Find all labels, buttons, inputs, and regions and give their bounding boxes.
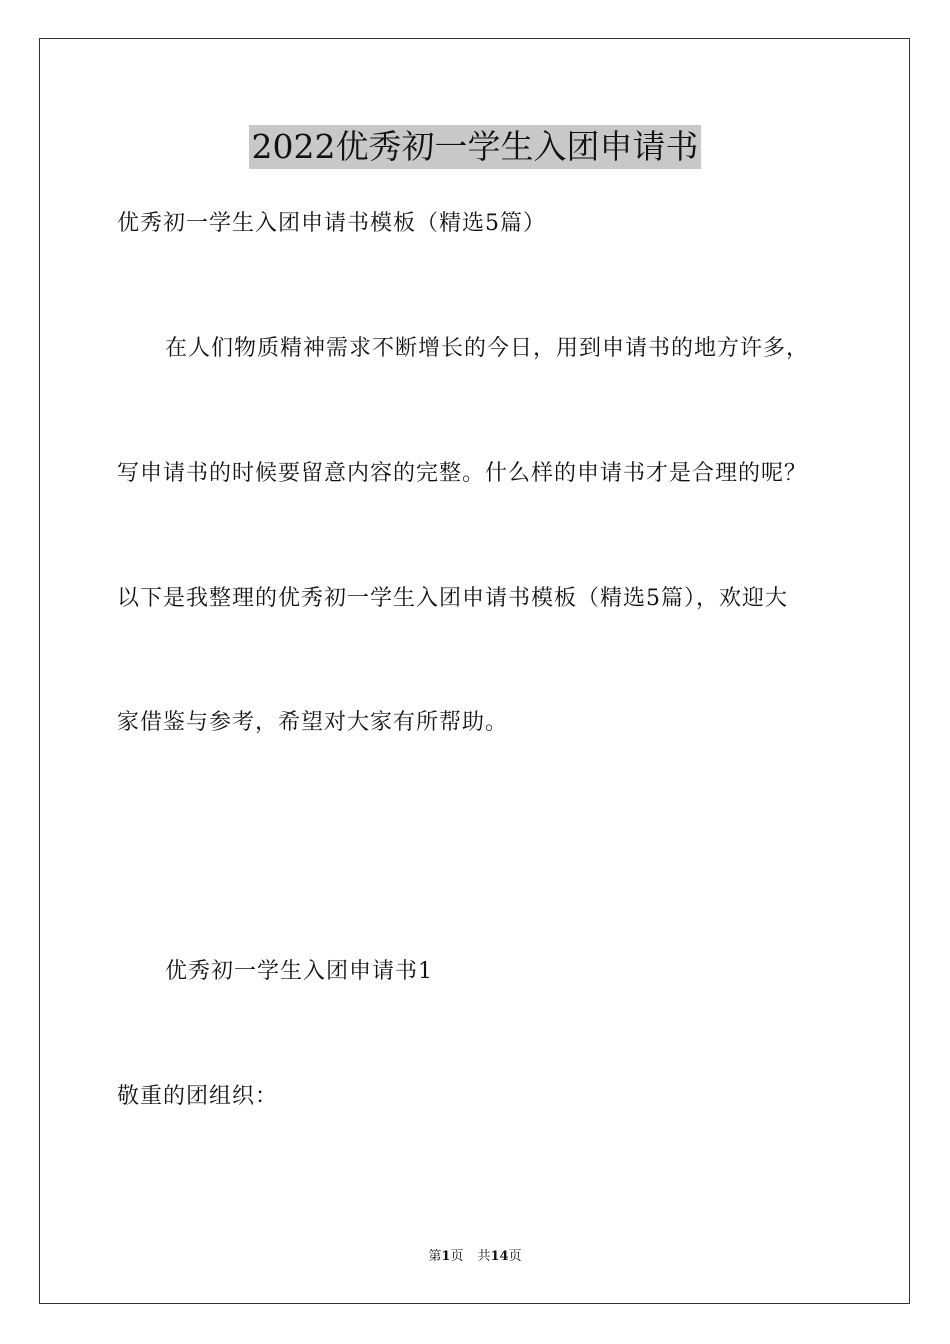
- section-heading: 优秀初一学生入团申请书1: [165, 959, 433, 984]
- footer-page-prefix: 第: [428, 1249, 442, 1264]
- intro-line-4: 家借鉴与参考，希望对大家有所帮助。: [117, 710, 509, 735]
- document-subtitle: 优秀初一学生入团申请书模板（精选5篇）: [117, 211, 546, 236]
- intro-line-3: 以下是我整理的优秀初一学生入团申请书模板（精选5篇），欢迎大: [117, 586, 788, 611]
- footer-page-unit: 页: [450, 1249, 464, 1264]
- intro-line-1: 在人们物质精神需求不断增长的今日，用到申请书的地方许多，: [165, 336, 810, 361]
- document-title: [0, 125, 950, 169]
- document-title-text: 2022优秀初一学生入团申请书: [249, 125, 702, 169]
- footer-total-unit: 页: [508, 1249, 522, 1264]
- page-footer: [0, 1248, 950, 1266]
- footer-page-number: 1: [441, 1249, 451, 1264]
- intro-line-2: 写申请书的时候要留意内容的完整。什么样的申请书才是合理的呢？: [117, 461, 808, 486]
- salutation: 敬重的团组织：: [117, 1084, 279, 1109]
- footer-total-prefix: 共: [477, 1249, 491, 1264]
- footer-total-pages: 14: [490, 1249, 509, 1264]
